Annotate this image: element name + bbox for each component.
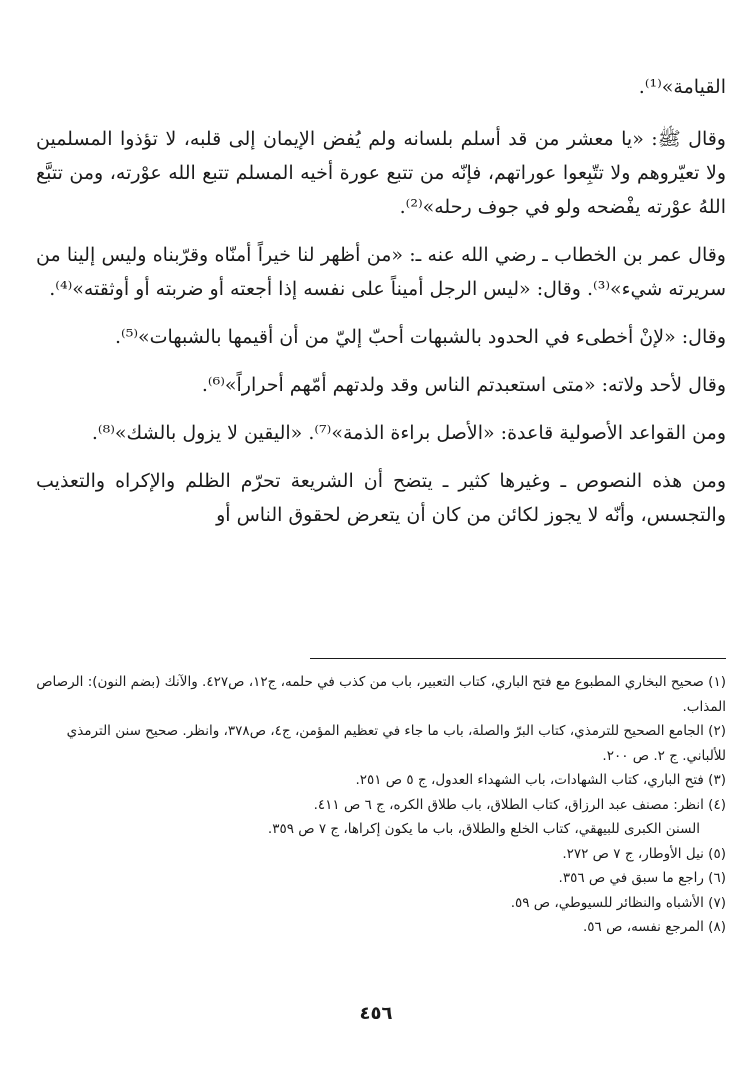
main-text bbox=[36, 70, 726, 546]
paragraph-6: ومن القواعد الأصولية قاعدة: «الأصل براءة الذمة»⁽⁷⁾. «اليقين لا يزول بالشك»⁽⁸⁾. bbox=[91, 422, 726, 444]
footnote-5: (٥) نيل الأوطار، ج ٧ ص ٢٧٢. bbox=[562, 845, 726, 862]
footnote-4: (٤) انظر: مصنف عبد الرزاق، كتاب الطلاق، باب طلاق الكره، ج ٦ ص ٤١١. bbox=[313, 796, 726, 813]
footnote-6: (٦) راجع ما سبق في ص ٣٥٦. bbox=[558, 870, 726, 886]
footnote-1: (١) صحيح البخاري المطبوع مع فتح الباري، كتاب التعبير، باب من كذب في حلمه، ج١٢، ص٤٢٧. والآنك (بضم النون): الرصاص المذاب. bbox=[36, 674, 726, 715]
paragraph-1: القيامة»⁽¹⁾. bbox=[638, 76, 726, 98]
paragraph-4: وقال: «لإنْ أخطىء في الحدود بالشبهات أحبّ إليّ من أن أقيمها بالشبهات»⁽⁵⁾. bbox=[114, 326, 726, 348]
footnotes bbox=[36, 670, 726, 940]
footnote-8: (٨) المرجع نفسه، ص ٥٦. bbox=[583, 919, 726, 935]
footnote-2: (٢) الجامع الصحيح للترمذي، كتاب البرّ والصلة، باب ما جاء في تعظيم المؤمن، ج٤، ص٣٧٨، وانظر. صحيح سنن الترمذي للألباني. ج ٢. ص ٢٠٠. bbox=[66, 723, 726, 764]
page-number: ٤٥٦ bbox=[359, 1003, 393, 1024]
footnote-3: (٣) فتح الباري، كتاب الشهادات، باب الشهداء العدول، ج ٥ ص ٢٥١. bbox=[355, 772, 726, 788]
footnote-7: (٧) الأشباه والنظائر للسيوطي، ص ٥٩. bbox=[510, 894, 726, 911]
footnote-separator bbox=[310, 658, 726, 659]
footnote-4-continuation: السنن الكبرى للبيهقي، كتاب الخلع والطلاق، باب ما يكون إكراها، ج ٧ ص ٣٥٩. bbox=[267, 821, 700, 837]
paragraph-5: وقال لأحد ولاته: «متى استعبدتم الناس وقد ولدتهم أمّهم أحراراً»⁽⁶⁾. bbox=[201, 374, 726, 396]
paragraph-2: وقال ﷺ: «يا معشر من قد أسلم بلسانه ولم يُفض الإيمان إلى قلبه، لا تؤذوا المسلمين ولا تعيّروهم ولا تتّبِعوا عوراتهم، فإنّه من تتبع عورة أخيه المسلم تتبع الله عوْرته، ومن تتبَّع اللهُ عوْرته يفْضحه ولو في جوف رحله»⁽²⁾. bbox=[36, 128, 726, 218]
paragraph-3: وقال عمر بن الخطاب ـ رضي الله عنه ـ: «من أظهر لنا خيراً أمنّاه وقرّبناه وليس إلينا من سريرته شيء»⁽³⁾. وقال: «ليس الرجل أميناً على نفسه إذا أجعته أو ضربته أو أوثقته»⁽⁴⁾. bbox=[36, 244, 726, 300]
paragraph-7: ومن هذه النصوص ـ وغيرها كثير ـ يتضح أن الشريعة تحرّم الظلم والإكراه والتعذيب والتجسس، وأنّه لا يجوز لكائن من كان أن يتعرض لحقوق الناس أو bbox=[36, 470, 726, 526]
